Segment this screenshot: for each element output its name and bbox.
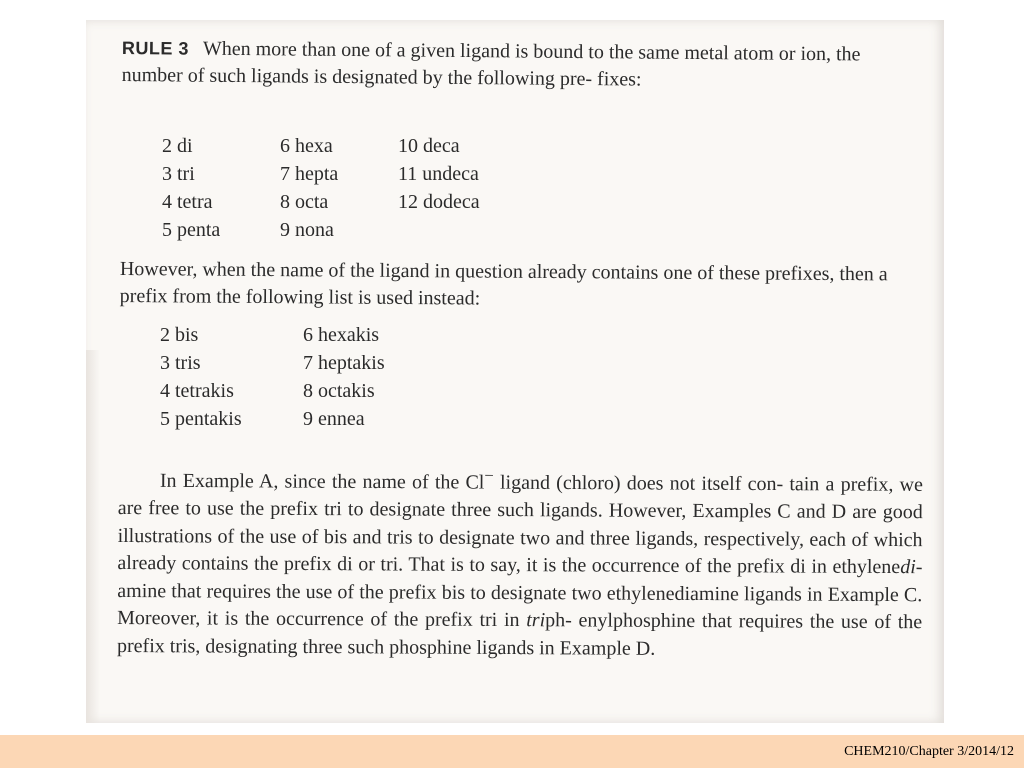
footer-label: CHEM210/Chapter 3/2014/12: [844, 744, 1014, 759]
prefix-entry: 11 undeca: [398, 163, 479, 185]
prefix-column: [303, 321, 463, 433]
example-paragraph: [117, 460, 923, 664]
prefix-entry: 8 octakis: [303, 380, 375, 402]
scan-shadow-edge: [86, 350, 100, 723]
however-paragraph: However, when the name of the ligand in question already contains one of these prefixes, then a prefix from the following list is used instead:: [119, 257, 888, 310]
prefix-entry: 5 pentakis: [160, 408, 242, 430]
prefix-column: [398, 132, 538, 244]
example-text-part: In Example A, since the name of the Cl: [159, 469, 485, 494]
prefix-entry: 2 di: [162, 135, 193, 157]
prefix-entry: 3 tri: [162, 163, 195, 185]
prefix-entry: 4 tetra: [162, 191, 213, 213]
prefix-entry: 6 hexa: [280, 135, 333, 157]
prefix-entry: 12 dodeca: [398, 191, 480, 213]
example-text-part: ph- enylphosphine that requires the use of the prefix tris, designating three such phosphine ligands in Example D.: [116, 609, 923, 660]
prefix-entry: 4 tetrakis: [160, 380, 234, 402]
prefix-entry: 3 tris: [160, 352, 201, 374]
prefix-entry: 9 nona: [280, 219, 334, 241]
prefix-entry: 6 hexakis: [303, 324, 380, 346]
footer-bar: [0, 735, 1024, 768]
prefix-entry: 2 bis: [160, 324, 199, 346]
prefix-column: [280, 132, 398, 244]
italic-prefix-tri: tri: [526, 609, 546, 632]
prefix-table-multiplicative: [160, 321, 463, 433]
example-text-part: amine that requires the use of the prefix bis to designate two ethylenediamine ligands in Example C. Moreover, it is the occurrence of the prefix tri in: [117, 579, 923, 632]
prefix-entry: 5 penta: [162, 219, 221, 241]
chloride-charge: −: [484, 465, 494, 485]
prefix-entry: 10 deca: [398, 135, 460, 157]
prefix-entry: 8 octa: [280, 191, 329, 213]
rule-paragraph: [122, 35, 922, 96]
prefix-entry: 7 hepta: [280, 163, 339, 185]
prefix-entry: 7 heptakis: [303, 352, 385, 374]
rule-text: When more than one of a given ligand is bound to the same metal atom or ion, the number of such ligands is designated by the following pre- fixes:: [121, 37, 861, 91]
example-text-part: ligand (chloro) does not itself con- tain a prefix, we are free to use the prefix tri to designate three such ligands. However, Examples C and D are good illustrations of the use of bis and tris to designate two and three ligands, respectively, each of which already contains the prefix di or tri. That is to say, it is the occurrence of the prefix di in ethylene: [117, 471, 923, 579]
prefix-column: [162, 132, 280, 244]
italic-prefix-di: di-: [900, 556, 923, 579]
prefix-entry: 9 ennea: [303, 408, 365, 430]
prefix-table-numeric: [162, 132, 538, 244]
prefix-column: [160, 321, 303, 433]
rule-label: RULE 3: [121, 37, 189, 59]
